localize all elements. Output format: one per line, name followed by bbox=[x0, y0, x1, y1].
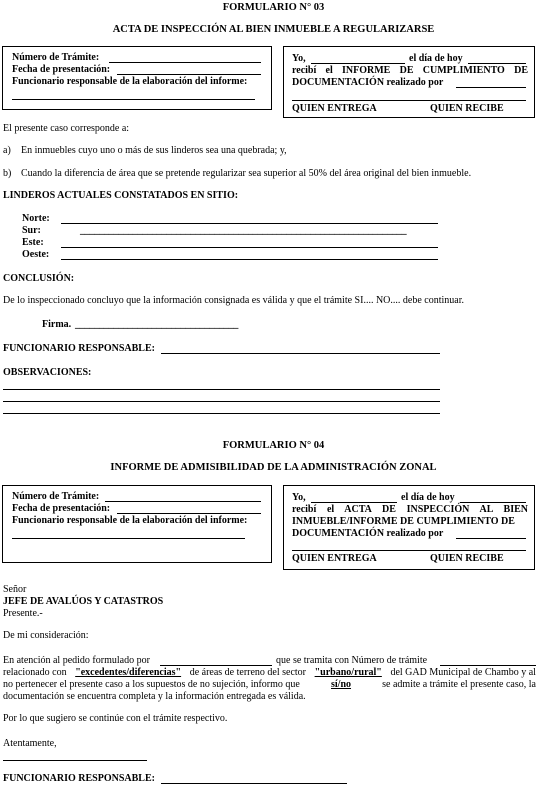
form04-atentamente: Atentamente, bbox=[3, 738, 57, 749]
form03-norte-field[interactable] bbox=[61, 223, 438, 224]
form03-sur-field[interactable]: ____________________________________________________________________ bbox=[80, 225, 407, 236]
form04-inmueble-line: INMUEBLE/INFORME DE CUMPLIMIENTO DE bbox=[292, 516, 515, 527]
form04-funcionario-field[interactable] bbox=[12, 538, 245, 539]
form04-p2-excedentes: "excedentes/diferencias" bbox=[75, 667, 182, 678]
form03-number: FORMULARIO N° 03 bbox=[222, 2, 325, 13]
form03-este-field[interactable] bbox=[61, 247, 438, 248]
form04-quien-entrega: QUIEN ENTREGA bbox=[292, 553, 377, 564]
form04-right-box bbox=[283, 485, 535, 570]
form04-consideracion: De mi consideración: bbox=[3, 630, 89, 641]
form03-funcionario-field[interactable] bbox=[12, 99, 255, 100]
form04-p2-a: relacionado con bbox=[3, 667, 67, 678]
form04-fecha-field[interactable] bbox=[117, 513, 261, 514]
form04-solicitante-field[interactable] bbox=[160, 665, 272, 666]
form03-quien-recibe: QUIEN RECIBE bbox=[430, 103, 504, 114]
form03-funcionario-responsable-field[interactable] bbox=[161, 353, 440, 354]
form04-title: INFORME DE ADMISIBILIDAD DE LA ADMINISTRACIÓN ZONAL bbox=[110, 462, 437, 473]
form03-dia: el día de hoy bbox=[409, 53, 463, 64]
form04-numero-tramite-field[interactable] bbox=[440, 665, 536, 666]
form03-observaciones-line-3[interactable] bbox=[3, 413, 440, 414]
form03-item-b: Cuando la diferencia de área que se pretende regularizar sea superior al 50% del área original del bien inmueble. bbox=[21, 168, 472, 179]
form03-item-b-label: b) bbox=[3, 168, 12, 179]
form03-funcionario-responsable: FUNCIONARIO RESPONSABLE: bbox=[3, 343, 155, 354]
form04-quien-recibe: QUIEN RECIBE bbox=[430, 553, 504, 564]
form03-yo: Yo, bbox=[292, 53, 306, 64]
form04-firma-line[interactable] bbox=[3, 760, 147, 761]
form03-realizado-field[interactable] bbox=[456, 87, 526, 88]
form03-oeste-label: Oeste: bbox=[22, 249, 50, 260]
form03-linderos-title: LINDEROS ACTUALES CONSTATADOS EN SITIO: bbox=[3, 190, 239, 201]
form03-sur-label: Sur: bbox=[22, 225, 41, 236]
form04-senor: Señor bbox=[3, 584, 27, 595]
form04-funcionario-responsable-field[interactable] bbox=[161, 783, 347, 784]
form04-dia-field[interactable] bbox=[460, 502, 526, 503]
form04-p4: documentación se encuentra completa y la información entregada es válida. bbox=[3, 691, 306, 702]
form03-quien-entrega: QUIEN ENTREGA bbox=[292, 103, 377, 114]
form04-p1-a: En atención al pedido formulado por bbox=[3, 655, 150, 666]
form03-fecha-label: Fecha de presentación: bbox=[12, 64, 111, 75]
form03-right-box bbox=[283, 46, 535, 118]
form04-signature-line[interactable] bbox=[292, 550, 526, 551]
form03-dia-field[interactable] bbox=[468, 63, 526, 64]
form04-p3 bbox=[3, 679, 536, 691]
form04-yo-field[interactable] bbox=[311, 502, 397, 503]
form03-left-box bbox=[2, 46, 272, 110]
form04-dia: el día de hoy bbox=[401, 492, 455, 503]
form04-recibi-line: recibí el ACTA DE INSPECCIÓN AL BIEN bbox=[292, 504, 528, 515]
form04-sugiero: Por lo que sugiero se continúe con el trámite respectivo. bbox=[3, 713, 228, 724]
form04-yo: Yo, bbox=[292, 492, 306, 503]
form04-jefe: JEFE DE AVALÚOS Y CATASTROS bbox=[3, 596, 164, 607]
form03-este-label: Este: bbox=[22, 237, 44, 248]
form03-observaciones-title: OBSERVACIONES: bbox=[3, 367, 92, 378]
form03-conclusion-text: De lo inspeccionado concluyo que la información consignada es válida y que el trámite SI.... NO.... debe continuar. bbox=[3, 295, 464, 306]
form04-funcionario-label: Funcionario responsable de la elaboración del informe: bbox=[12, 515, 248, 526]
form03-firma-field[interactable]: __________________________________ bbox=[75, 319, 239, 330]
form03-intro: El presente caso corresponde a: bbox=[3, 123, 130, 134]
form04-p2-urbano: "urbano/rural" bbox=[314, 667, 382, 678]
form04-presente: Presente.- bbox=[3, 608, 43, 619]
form04-fecha-label: Fecha de presentación: bbox=[12, 503, 111, 514]
form04-number: FORMULARIO N° 04 bbox=[222, 440, 325, 451]
form03-observaciones-line-1[interactable] bbox=[3, 389, 440, 390]
form03-title: ACTA DE INSPECCIÓN AL BIEN INMUEBLE A REGULARIZARSE bbox=[112, 24, 435, 35]
form03-yo-field[interactable] bbox=[311, 63, 405, 64]
form03-conclusion-title: CONCLUSIÓN: bbox=[3, 273, 75, 284]
form04-tramite-label: Número de Trámite: bbox=[12, 491, 100, 502]
form04-p2-b: de áreas de terreno del sector bbox=[189, 667, 307, 678]
form03-documentacion-line: DOCUMENTACIÓN realizado por bbox=[292, 77, 444, 88]
form03-item-a-label: a) bbox=[3, 145, 11, 156]
form03-firma-label: Firma. bbox=[42, 319, 72, 330]
form04-tramite-field[interactable] bbox=[105, 501, 261, 502]
form04-left-box bbox=[2, 485, 272, 563]
form04-p2 bbox=[3, 667, 536, 679]
form03-recibi-line: recibí el INFORME DE CUMPLIMIENTO DE bbox=[292, 65, 528, 76]
form03-tramite-field[interactable] bbox=[109, 62, 261, 63]
form03-observaciones-line-2[interactable] bbox=[3, 401, 440, 402]
form04-p3-a: no pertenecer el presente caso a los supuestos de no sujeción, informo que bbox=[3, 679, 300, 690]
form04-p3-sino: sí/no bbox=[331, 679, 352, 690]
form03-tramite-label: Número de Trámite: bbox=[12, 52, 100, 63]
form03-funcionario-label: Funcionario responsable de la elaboración del informe: bbox=[12, 76, 248, 87]
form04-p1-b: que se tramita con Número de trámite bbox=[276, 655, 428, 666]
form04-documentacion-line: DOCUMENTACIÓN realizado por bbox=[292, 528, 444, 539]
form03-fecha-field[interactable] bbox=[117, 74, 261, 75]
form04-p2-c: del GAD Municipal de Chambo y al bbox=[390, 667, 536, 678]
form04-funcionario-responsable: FUNCIONARIO RESPONSABLE: bbox=[3, 773, 155, 784]
form03-norte-label: Norte: bbox=[22, 213, 50, 224]
form03-item-a: En inmuebles cuyo uno o más de sus linderos sea una quebrada; y, bbox=[21, 145, 287, 156]
form03-oeste-field[interactable] bbox=[61, 259, 438, 260]
form04-realizado-field[interactable] bbox=[456, 538, 526, 539]
form04-p3-b: se admite a trámite el presente caso, la bbox=[382, 679, 536, 690]
form03-signature-line[interactable] bbox=[292, 100, 526, 101]
